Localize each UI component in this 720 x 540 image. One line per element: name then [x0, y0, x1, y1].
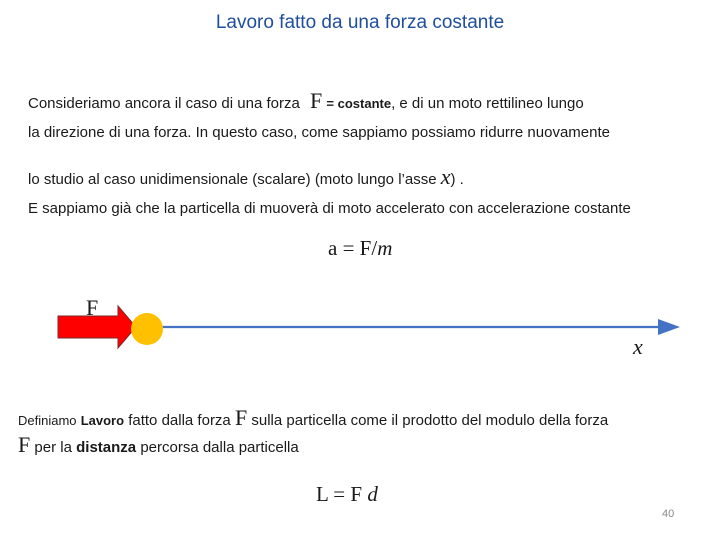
definition-line-2-tail: percorsa dalla particella [140, 439, 299, 456]
definition-line-1-mid: fatto dalla forza [124, 412, 231, 429]
acceleration-formula [328, 236, 392, 261]
force-diagram [40, 290, 700, 370]
axis-label: x [633, 334, 643, 359]
mass-symbol: m [377, 236, 393, 260]
intro-line-1-tail: , e di un moto rettilineo lungo [391, 95, 584, 112]
force-symbol-3: F [18, 432, 31, 457]
force-symbol: F [309, 88, 323, 113]
intro-line-1-text: Consideriamo ancora il caso di una forza [28, 95, 300, 112]
force-label: F [86, 295, 99, 320]
particle [131, 313, 163, 345]
distance-symbol: d [367, 482, 378, 506]
force-symbol-2: F [234, 405, 248, 430]
constant-label: = costante [326, 96, 392, 111]
work-term: Lavoro [80, 413, 125, 428]
work-formula-lhs: L = F [316, 482, 363, 506]
distance-term: distanza [76, 439, 137, 456]
intro-line-3 [28, 164, 464, 190]
intro-line-3-tail: ) . [450, 171, 464, 188]
force-diagram-svg [40, 290, 700, 370]
definition-line-1-tail: sulla particella come il prodotto del modulo della forza [251, 412, 609, 429]
intro-line-1 [28, 88, 584, 114]
intro-line-4: E sappiamo già che la particella di muoverà di moto accelerato con accelerazione costante [28, 200, 631, 217]
x-axis-arrowhead [658, 319, 680, 335]
definition-word: Definiamo [18, 413, 77, 428]
definition-line-2-pre: per la [34, 439, 72, 456]
intro-line-3-text: lo studio al caso unidimensionale (scalare) (moto lungo l’asse [28, 171, 437, 188]
definition-line-1 [18, 405, 608, 431]
acceleration-formula-lhs: a = F/ [328, 236, 378, 260]
intro-line-2: la direzione di una forza. In questo caso, come sappiamo possiamo ridurre nuovamente [28, 124, 610, 141]
definition-line-2 [18, 432, 299, 458]
work-formula [316, 482, 378, 507]
x-symbol: x [440, 164, 451, 189]
page-number: 40 [662, 508, 675, 520]
page-title: Lavoro fatto da una forza costante [215, 12, 505, 33]
